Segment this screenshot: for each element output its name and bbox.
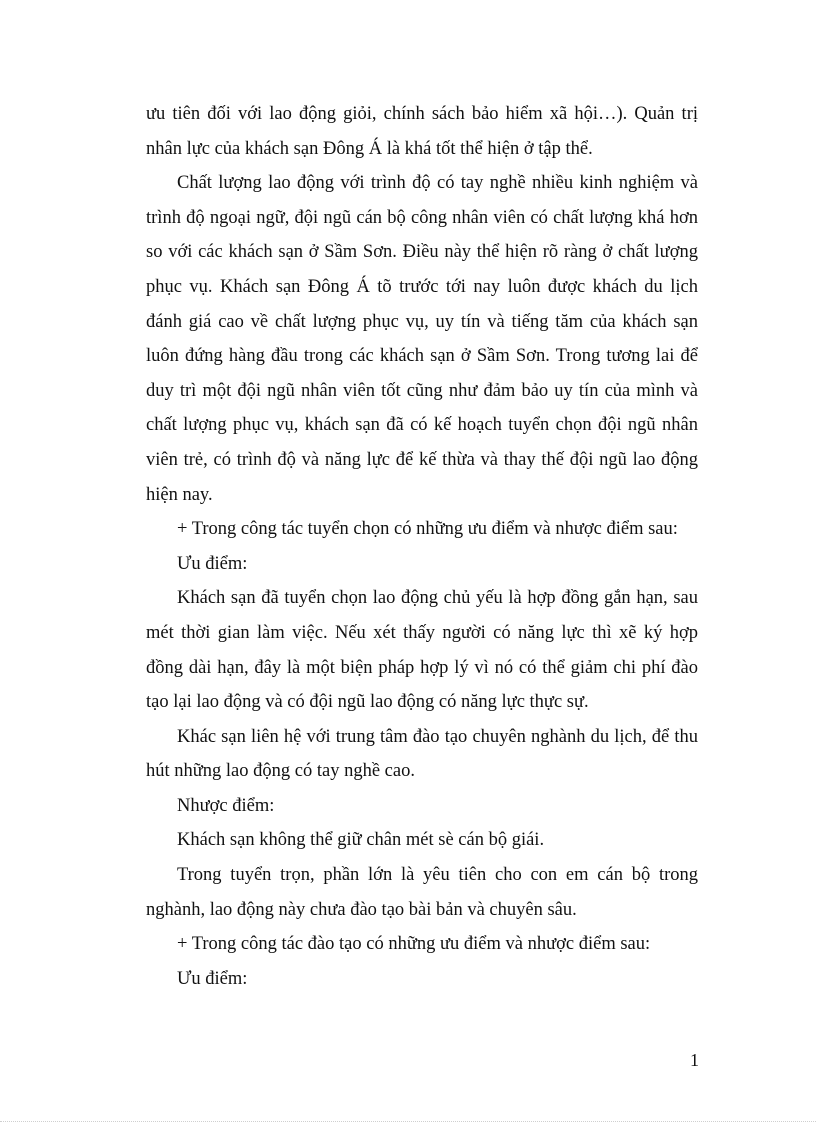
document-body [146, 97, 698, 996]
paragraph-disadvantages-label: Nhược điểm: [177, 795, 275, 816]
paragraph-training-heading: + Trong công tác đào tạo có những ưu điểm và nhược điểm sau: [177, 934, 651, 955]
page-bottom-divider [0, 1121, 816, 1122]
paragraph-recruitment-advantage-2: Khác sạn liên hệ với trung tâm đào tạo chuyên nghành du lịch, để thu hút những lao động có tay nghề cao. [146, 726, 698, 782]
paragraph-hr-management: ưu tiên đối với lao động giỏi, chính sách bảo hiểm xã hội…). Quản trị nhân lực của khách sạn Đông Á là khá tốt thể hiện ở tập thể. [146, 104, 698, 159]
paragraph-training-advantages-label: Ưu điểm: [177, 968, 248, 989]
paragraph-recruitment-disadvantage-1: Khách sạn không thể giữ chân mét sè cán bộ giái. [177, 830, 545, 851]
paragraph-recruitment-advantage-1: Khách sạn đã tuyển chọn lao động chủ yếu là hợp đồng gắn hạn, sau mét thời gian làm việc. Nếu xét thấy người có năng lực thì xẽ ký hợp đồng dài hạn, đây là một biện pháp hợp lý vì nó có thể giảm chi phí đào tạo lại lao động và có đội ngũ lao động có năng lực thực sự. [146, 588, 698, 713]
paragraph-recruitment-heading: + Trong công tác tuyển chọn có những ưu điểm và nhược điểm sau: [177, 519, 678, 540]
page-number: 1 [690, 1050, 699, 1070]
paragraph-labor-quality: Chất lượng lao động với trình độ có tay nghề nhiều kinh nghiệm và trình độ ngoại ngữ, đội ngũ cán bộ công nhân viên có chất lượng khá hơn so với các khách sạn ở Sầm Sơn. Điều này thể hiện rõ ràng ở chất lượng phục vụ. Khách sạn Đông Á tõ trước tới nay luôn được khách du lịch đánh giá cao về chất lượng phục vụ, uy tín và tiếng tăm của khách sạn luôn đứng hàng đầu trong các khách sạn ở Sầm Sơn. Trong tương lai để duy trì một đội ngũ nhân viên tốt cũng như đảm bảo uy tín của mình và chất lượng phục vụ, khách sạn đã có kế hoạch tuyển chọn đội ngũ nhân viên trẻ, có trình độ và năng lực để kế thừa và thay thế đội ngũ lao động hiện nay. [146, 173, 698, 505]
paragraph-recruitment-disadvantage-2: Trong tuyển trọn, phần lớn là yêu tiên cho con em cán bộ trong nghành, lao động này chưa đào tạo bài bản và chuyên sâu. [146, 865, 698, 920]
paragraph-advantages-label: Ưu điểm: [177, 553, 248, 574]
